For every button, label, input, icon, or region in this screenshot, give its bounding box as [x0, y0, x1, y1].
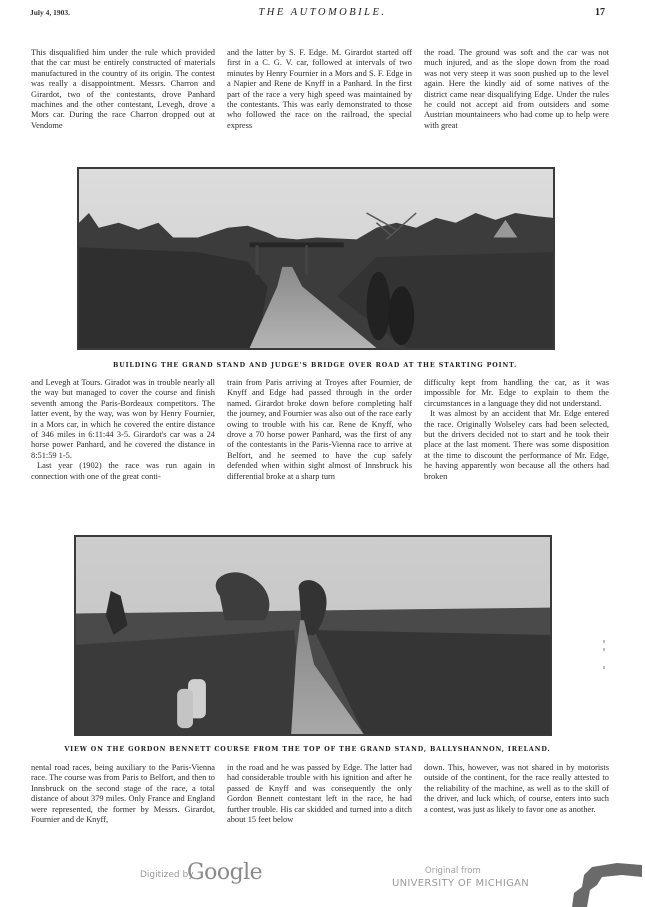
paragraph: It was almost by an accident that Mr. Edge entered the race. Originally Wolseley cars had been selected, but the drivers decided not to start and he took their place at the last moment. There was some disposition at the time to discount the performance of Mr. Edge, he having apparently won because all the others had broken — [424, 409, 609, 481]
bottom-column-3 — [424, 763, 609, 815]
paragraph: difficulty kept from handling the car, as it was impossible for Mr. Edge to explain to them the circumstances in a language they did not understand. — [424, 378, 609, 408]
paragraph: and Levegh at Tours. Giradot was in trouble nearly all the way but managed to cover the course and finish seventh among the Paris-Bordeaux competitors. The latter event, by the way, was won by Henry Fournier, in a Mors car, in which he covered the entire distance of 346 miles in 6:11:44 3-5. Girardot's car was a 24 horse power Panhard, and he covered the distance in 8:51:59 1-5. — [31, 378, 215, 460]
paragraph: in the road and he was passed by Edge. The latter had had considerable trouble with his ignition and after he passed de Knyff and was consequently the only Gordon Bennett contestant left in the race, he had further trouble. His car skidded and turned into a ditch about 15 feet below — [227, 763, 412, 825]
stone-post — [177, 689, 193, 728]
judges-bridge-deck — [250, 242, 344, 247]
issue-date: July 4, 1903. — [30, 8, 71, 17]
page-number: 17 — [595, 7, 605, 18]
running-head — [30, 8, 615, 22]
paragraph: This disqualified him under the rule which provided that the car must be entirely constructed of materials manufactured in the country of its origin. The contest was really a disappointment. Messrs. Charron and Girardot, two of the contestants, drove Panhard machines and the other contestant, Levegh, drove a Mors car. During the race Charron dropped out at Vendome — [31, 48, 215, 130]
bridge-road-photo — [79, 169, 553, 348]
paragraph: and the latter by S. F. Edge. M. Girardot started off first in a C. G. V. car, followed at intervals of two minutes by Henry Fournier in a Mors and S. F. Edge in a Napier and Rene de Knyff in a Panhard. In the first part of the race a very high speed was maintained by the contestants. This was early demonstrated to those who followed the race on the railroad, the special express — [227, 48, 412, 130]
middle-column-1 — [31, 378, 215, 482]
paragraph: nental road races, being auxiliary to the Paris-Vienna race. The course was from Paris to Belfort, and then to Innsbruck on the second stage of the race, a total distance of about 379 miles. Only France and England were represented, the former by Messrs. Girardot, Fournier and de Knyff, — [31, 763, 215, 825]
bridge-post — [256, 245, 259, 274]
top-column-1 — [31, 48, 215, 131]
middle-column-3 — [424, 378, 609, 482]
page-corner-tear — [562, 855, 645, 907]
bridge-post — [305, 245, 308, 274]
caption-figure-1: BUILDING THE GRAND STAND AND JUDGE'S BRIDGE OVER ROAD AT THE STARTING POINT. — [112, 362, 518, 369]
middle-column-2 — [227, 378, 412, 482]
scan-artifact — [603, 666, 605, 669]
publication-title: THE AUTOMOBILE. — [258, 7, 387, 18]
bottom-column-1 — [31, 763, 215, 825]
paragraph: down. This, however, was not shared in by motorists outside of the continent, for the race really attested to the reliability of the machine, as well as to the skill of the driver, and luck which, of course, enters into such a contest, was just as likely to favor one as another. — [424, 763, 609, 814]
figure-person — [367, 272, 391, 340]
top-column-3 — [424, 48, 609, 131]
course-view-photo — [76, 537, 550, 734]
scan-artifact — [603, 648, 605, 651]
original-from-label: Original from — [425, 866, 481, 876]
caption-figure-2: VIEW ON THE GORDON BENNETT COURSE FROM THE TOP OF THE GRAND STAND, BALLYSHANNON, IRELAND. — [64, 746, 551, 753]
institution-name: UNIVERSITY OF MICHIGAN — [392, 878, 530, 889]
figure-person — [388, 286, 414, 345]
bottom-column-2 — [227, 763, 412, 825]
digitized-by-label: Digitized by — [140, 870, 194, 880]
scan-artifact — [603, 640, 605, 643]
paragraph: the road. The ground was soft and the car was not much injured, and as the slope down from the road was not very steep it was soon pushed up to the level again. Here the kindly aid of some natives of the district came near disqualifying Edge. Under the rules he could not accept aid from outsiders and some Austrian mountaineers who had come up to help were with great — [424, 48, 609, 130]
google-logo: Google — [187, 860, 263, 885]
photo-gordon-bennett-course — [74, 535, 552, 736]
left-hedge — [79, 247, 267, 348]
paragraph: train from Paris arriving at Troyes after Fournier, de Knyff and Edge had passed through in the order named. Girardot broke down before completing half the journey, and Fournier was also out of the race early owing to trouble with his car. Rene de Knyff, who drove a 70 horse power Panhard, was the first of any of the contestants in the Paris-Vienna race to arrive at Belfort, and he seemed to have the cup safely defended when within sight almost of Innsbruck his differential broke at a sharp turn — [227, 378, 412, 481]
paragraph: Last year (1902) the race was run again in connection with one of the great conti- — [31, 461, 215, 481]
photo-grand-stand-bridge — [77, 167, 555, 350]
top-column-2 — [227, 48, 412, 131]
